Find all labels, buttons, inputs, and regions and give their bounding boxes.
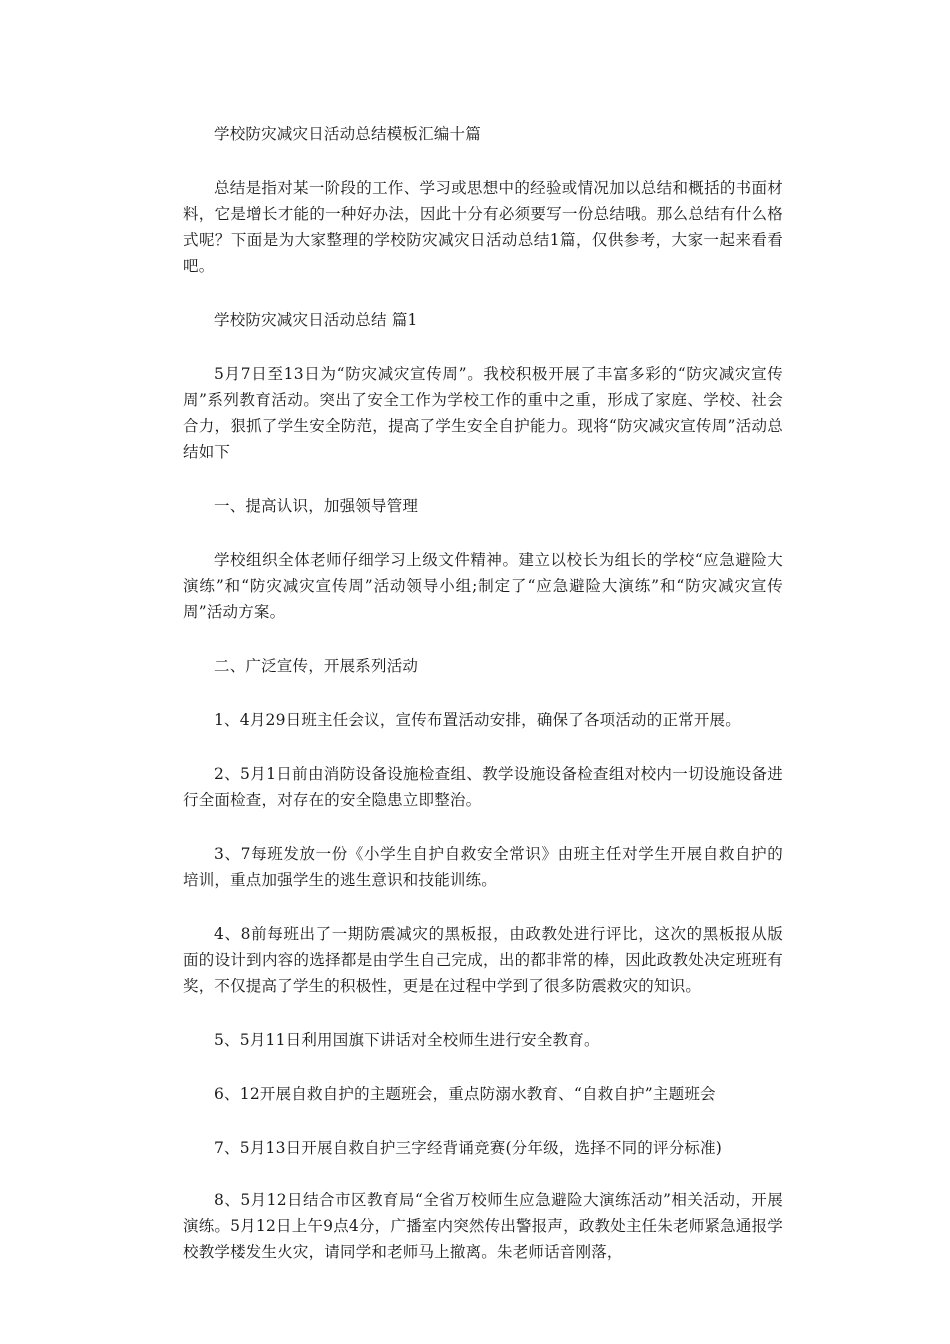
- list-item-2: 2、5月1日前由消防设备设施检查组、教学设施设备检查组对校内一切设施设备进行全面检查，对存在的安全隐患立即整治。: [183, 765, 783, 809]
- list-item-3: 3、7每班发放一份《小学生自护自救安全常识》由班主任对学生开展自救自护的培训，重点加强学生的逃生意识和技能训练。: [183, 845, 783, 889]
- document-body: [183, 121, 783, 1293]
- list-item-6: 6、12开展自救自护的主题班会，重点防溺水教育、“自救自护”主题班会: [214, 1085, 716, 1103]
- list-item-4: 4、8前每班出了一期防震减灾的黑板报，由政教处进行评比，这次的黑板报从版面的设计到内容的选择都是由学生自己完成，出的都非常的棒，因此政教处决定班班有奖，不仅提高了学生的积极性，更是在过程中学到了很多防震救灾的知识。: [183, 925, 783, 995]
- document-title: 学校防灾减灾日活动总结模板汇编十篇: [214, 125, 481, 143]
- heading-two: 二、广泛宣传，开展系列活动: [214, 657, 419, 675]
- paragraph-summary-week: 5月7日至13日为“防灾减灾宣传周”。我校积极开展了丰富多彩的“防灾减灾宣传周”系列教育活动。突出了安全工作为学校工作的重中之重，形成了家庭、学校、社会合力，狠抓了学生安全防范，提高了学生安全自护能力。现将“防灾减灾宣传周”活动总结如下: [183, 365, 783, 461]
- section-heading-part1: 学校防灾减灾日活动总结 篇1: [214, 311, 418, 329]
- intro-paragraph: 总结是指对某一阶段的工作、学习或思想中的经验或情况加以总结和概括的书面材料，它是增长才能的一种好办法，因此十分有必须要写一份总结哦。那么总结有什么格式呢？下面是为大家整理的学校防灾减灾日活动总结1篇，仅供参考，大家一起来看看吧。: [183, 179, 783, 275]
- list-item-7: 7、5月13日开展自救自护三字经背诵竞赛(分年级，选择不同的评分标准): [214, 1139, 723, 1157]
- list-item-5: 5、5月11日利用国旗下讲话对全校师生进行安全教育。: [214, 1031, 600, 1049]
- paragraph-organization: 学校组织全体老师仔细学习上级文件精神。建立以校长为组长的学校“应急避险大演练”和“防灾减灾宣传周”活动领导小组;制定了“应急避险大演练”和“防灾减灾宣传周”活动方案。: [183, 551, 783, 621]
- list-item-1: 1、4月29日班主任会议，宣传布置活动安排，确保了各项活动的正常开展。: [214, 711, 741, 729]
- heading-one: 一、提高认识，加强领导管理: [214, 497, 419, 515]
- list-item-8: 8、5月12日结合市区教育局“全省万校师生应急避险大演练活动”相关活动，开展演练。5月12日上午9点4分，广播室内突然传出警报声，政教处主任朱老师紧急通报学校教学楼发生火灾，请同学和老师马上撤离。朱老师话音刚落，: [183, 1191, 783, 1261]
